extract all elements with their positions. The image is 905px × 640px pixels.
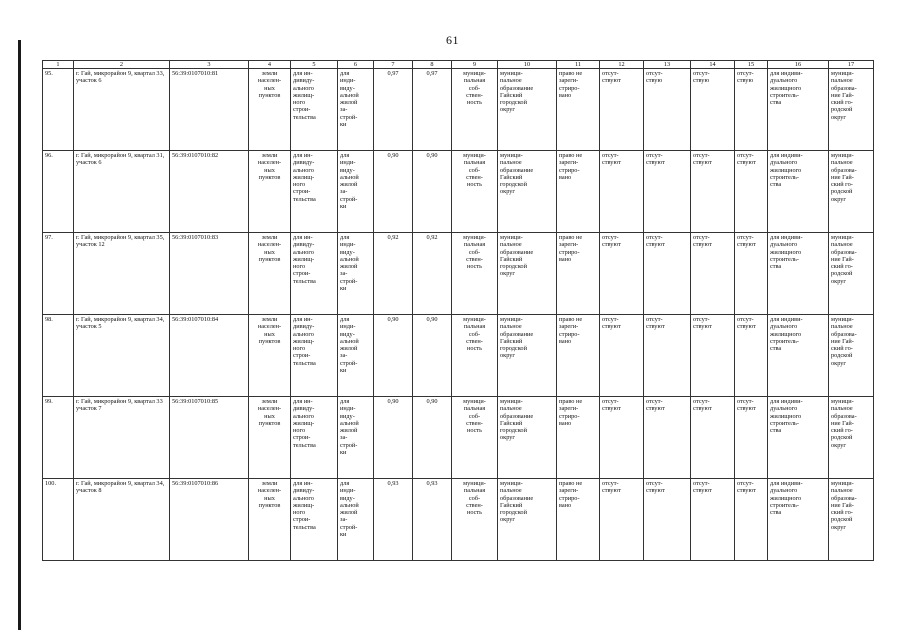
column-header: 14 (691, 61, 735, 69)
row-number: 97. (43, 233, 74, 315)
cell-use-type: для инди- виду- альной жилой за- строй- ки (338, 151, 374, 233)
cell-holder: муници- пальное образова- ние Гай- ский го- родской округ (829, 315, 874, 397)
cell-ownership-form: муници- пальная соб- ствен- ность (452, 315, 498, 397)
cell-other-rights: отсут- ствуют (735, 151, 768, 233)
cell-land-category: земли населен- ных пунктов (249, 151, 291, 233)
cell-holder: муници- пальное образова- ние Гай- ский го- родской округ (829, 479, 874, 561)
cell-use-type: для инди- виду- альной жилой за- строй- ки (338, 69, 374, 151)
cell-restriction: отсут- ствуют (644, 233, 691, 315)
cell-address: г. Гай, микрорайон 9, квартал 33 участок 7 (74, 397, 170, 479)
cell-purpose: для индиви- дуального жилищного строитель- ства (768, 151, 829, 233)
cell-area-2: 0,90 (413, 397, 452, 479)
cell-other-rights: отсут- ствуют (735, 233, 768, 315)
cell-right-status: право не зареги- стриро- вано (557, 233, 600, 315)
column-header: 10 (498, 61, 557, 69)
cell-encumbrance: отсут- ствуют (600, 69, 644, 151)
column-header: 1 (43, 61, 74, 69)
cell-area: 0,90 (374, 151, 413, 233)
cell-encumbrance: отсут- ствуют (600, 397, 644, 479)
cell-encumbrance: отсут- ствуют (600, 233, 644, 315)
cell-area-2: 0,93 (413, 479, 452, 561)
cell-lease: отсут- ствуют (691, 151, 735, 233)
cell-area: 0,90 (374, 315, 413, 397)
cell-land-category: земли населен- ных пунктов (249, 69, 291, 151)
cell-use-type: для инди- виду- альной жилой за- строй- ки (338, 233, 374, 315)
cell-area-2: 0,92 (413, 233, 452, 315)
column-header: 7 (374, 61, 413, 69)
cell-encumbrance: отсут- ствуют (600, 479, 644, 561)
cell-area: 0,93 (374, 479, 413, 561)
cell-restriction: отсут- ствуют (644, 151, 691, 233)
column-header: 15 (735, 61, 768, 69)
cell-cadastral-number: 56:39:0107010:81 (170, 69, 249, 151)
cell-permitted-use: для ин- дивиду- ального жилищ- ного строи- тельства (291, 69, 338, 151)
cell-cadastral-number: 56:39:0107010:86 (170, 479, 249, 561)
cell-permitted-use: для ин- дивиду- ального жилищ- ного строи- тельства (291, 315, 338, 397)
cell-area-2: 0,90 (413, 151, 452, 233)
cell-address: г. Гай, микрорайон 9, квартал 34, участок 5 (74, 315, 170, 397)
column-header: 16 (768, 61, 829, 69)
cell-permitted-use: для ин- дивиду- ального жилищ- ного строи- тельства (291, 233, 338, 315)
row-number: 95. (43, 69, 74, 151)
cell-land-category: земли населен- ных пунктов (249, 479, 291, 561)
cell-lease: отсут- ствуют (691, 479, 735, 561)
cell-right-status: право не зареги- стриро- вано (557, 315, 600, 397)
column-number-row (43, 61, 874, 69)
cell-owner: муници- пальное образование Гайский городской округ (498, 151, 557, 233)
column-header: 3 (170, 61, 249, 69)
cell-address: г. Гай, микрорайон 9, квартал 31, участок 6 (74, 151, 170, 233)
cell-use-type: для инди- виду- альной жилой за- строй- ки (338, 315, 374, 397)
cell-permitted-use: для ин- дивиду- ального жилищ- ного строи- тельства (291, 479, 338, 561)
column-header: 13 (644, 61, 691, 69)
cell-ownership-form: муници- пальная соб- ствен- ность (452, 479, 498, 561)
table-row (43, 479, 874, 561)
cell-address: г. Гай, микрорайон 9, квартал 34, участок 8 (74, 479, 170, 561)
table-row (43, 233, 874, 315)
cell-owner: муници- пальное образование Гайский городской округ (498, 397, 557, 479)
row-number: 96. (43, 151, 74, 233)
cell-use-type: для инди- виду- альной жилой за- строй- ки (338, 479, 374, 561)
cell-restriction: отсут- ствуют (644, 315, 691, 397)
cell-holder: муници- пальное образова- ние Гай- ский го- родской округ (829, 233, 874, 315)
cell-ownership-form: муници- пальная соб- ствен- ность (452, 69, 498, 151)
cell-other-rights: отсут- ствуют (735, 397, 768, 479)
cell-purpose: для индиви- дуального жилищного строитель- ства (768, 479, 829, 561)
cell-land-category: земли населен- ных пунктов (249, 233, 291, 315)
cell-restriction: отсут- ствуют (644, 479, 691, 561)
cell-purpose: для индиви- дуального жилищного строитель- ства (768, 315, 829, 397)
cell-encumbrance: отсут- ствуют (600, 315, 644, 397)
page-number: 61 (446, 33, 459, 47)
cell-area-2: 0,90 (413, 315, 452, 397)
cell-right-status: право не зареги- стриро- вано (557, 69, 600, 151)
cell-cadastral-number: 56:39:0107010:85 (170, 397, 249, 479)
column-header: 11 (557, 61, 600, 69)
cell-right-status: право не зареги- стриро- вано (557, 151, 600, 233)
cell-other-rights: отсут- ствуют (735, 315, 768, 397)
cell-ownership-form: муници- пальная соб- ствен- ность (452, 397, 498, 479)
cell-ownership-form: муници- пальная соб- ствен- ность (452, 233, 498, 315)
cell-purpose: для индиви- дуального жилищного строитель- ства (768, 397, 829, 479)
cell-right-status: право не зареги- стриро- вано (557, 479, 600, 561)
cell-restriction: отсут- ствуют (644, 397, 691, 479)
row-number: 100. (43, 479, 74, 561)
table-row (43, 151, 874, 233)
cell-land-category: земли населен- ных пунктов (249, 315, 291, 397)
cell-permitted-use: для ин- дивиду- ального жилищ- ного строи- тельства (291, 397, 338, 479)
cell-area: 0,92 (374, 233, 413, 315)
cell-other-rights: отсут- ствуют (735, 479, 768, 561)
scan-left-edge (18, 40, 21, 630)
cell-holder: муници- пальное образова- ние Гай- ский го- родской округ (829, 397, 874, 479)
cell-area: 0,90 (374, 397, 413, 479)
column-header: 9 (452, 61, 498, 69)
cell-owner: муници- пальное образование Гайский городской округ (498, 315, 557, 397)
registry-table (42, 60, 874, 561)
table-row (43, 315, 874, 397)
column-header: 2 (74, 61, 170, 69)
cell-owner: муници- пальное образование Гайский городской округ (498, 69, 557, 151)
table-row (43, 397, 874, 479)
row-number: 98. (43, 315, 74, 397)
column-header: 6 (338, 61, 374, 69)
cell-purpose: для индиви- дуального жилищного строитель- ства (768, 233, 829, 315)
cell-other-rights: отсут- ствую (735, 69, 768, 151)
cell-owner: муници- пальное образование Гайский городской округ (498, 233, 557, 315)
cell-right-status: право не зареги- стриро- вано (557, 397, 600, 479)
cell-restriction: отсут- ствую (644, 69, 691, 151)
cell-lease: отсут- ствуют (691, 233, 735, 315)
cell-lease: отсут- ствуют (691, 315, 735, 397)
cell-land-category: земли населен- ных пунктов (249, 397, 291, 479)
cell-ownership-form: муници- пальная соб- ствен- ность (452, 151, 498, 233)
cell-holder: муници- пальное образова- ние Гай- ский го- родской округ (829, 151, 874, 233)
column-header: 5 (291, 61, 338, 69)
column-header: 8 (413, 61, 452, 69)
cell-owner: муници- пальное образование Гайский городской округ (498, 479, 557, 561)
cell-purpose: для индиви- дуального жилищного строитель- ства (768, 69, 829, 151)
table-row (43, 69, 874, 151)
cell-lease: отсут- ствую (691, 69, 735, 151)
cell-cadastral-number: 56:39:0107010:83 (170, 233, 249, 315)
column-header: 4 (249, 61, 291, 69)
cell-cadastral-number: 56:39:0107010:82 (170, 151, 249, 233)
cell-area: 0,97 (374, 69, 413, 151)
cell-address: г. Гай, микрорайон 9, квартал 35, участок 12 (74, 233, 170, 315)
column-header: 17 (829, 61, 874, 69)
cell-encumbrance: отсут- ствуют (600, 151, 644, 233)
cell-cadastral-number: 56:39:0107010:84 (170, 315, 249, 397)
column-header: 12 (600, 61, 644, 69)
cell-address: г. Гай, микрорайон 9, квартал 33, участок 6 (74, 69, 170, 151)
cell-lease: отсут- ствуют (691, 397, 735, 479)
cell-holder: муници- пальное образова- ние Гай- ский го- родской округ (829, 69, 874, 151)
cell-use-type: для инди- виду- альной жилой за- строй- ки (338, 397, 374, 479)
cell-permitted-use: для ин- дивиду- ального жилищ- ного строи- тельства (291, 151, 338, 233)
row-number: 99. (43, 397, 74, 479)
cell-area-2: 0,97 (413, 69, 452, 151)
